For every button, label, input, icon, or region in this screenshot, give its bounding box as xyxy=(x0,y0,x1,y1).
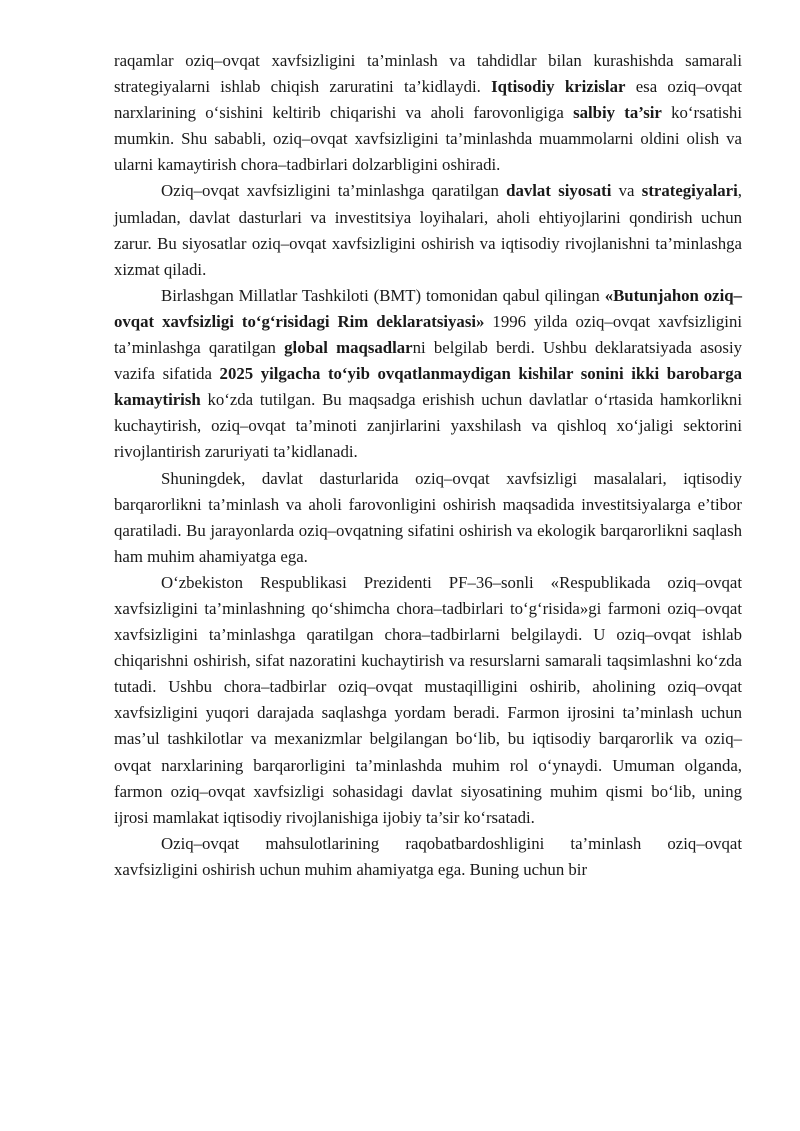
bold-text-run: davlat siyosati xyxy=(506,181,612,201)
text-run: 1996 yilda oziq–ovqat xavfsizligini ta’minlashga qaratilgan xyxy=(114,311,742,358)
paragraph-5 xyxy=(114,570,742,831)
text-run: esa oziq–ovqat narxlarining o‘sishini keltirib chiqarishi va aholi farovonligiga xyxy=(114,77,742,123)
text-run: O‘zbekiston Respublikasi Prezidenti PF–36–sonli «Respublikada oziq–ovqat xavfsizligini ta’minlashning qo‘shimcha chora–tadbirlari to‘g‘risida»gi farmoni oziq–ovqat xavfsizligini ta’minlashga qaratilgan chora–tadbirlarni belgilaydi. U oziq–ovqat ishlab chiqarishni oshirish, sifat nazoratini kuchaytirish va resurslarni samarali taqsimlashni ko‘zda tutadi. Ushbu chora–tadbirlar oziq–ovqat mustaqilligini oshirib, aholining oziq–ovqat xavfsizligini yuqori darajada saqlashga yordam beradi. Farmon ijrosini ta’minlash uchun mas’ul tashkilotlar va mexanizmlar belgilangan bo‘lib, bu iqtisodiy barqarorlik va oziq–ovqat narxlarining barqarorligini ta’minlashda muhim rol o‘ynaydi. Umuman olganda, farmon oziq–ovqat xavfsizligi sohasidagi davlat siyosatining muhim qismi bo‘lib, uning ijrosi mamlakat iqtisodiy rivojlanishiga ijobiy ta’sir ko‘rsatadi. xyxy=(114,572,742,827)
text-run: Oziq–ovqat mahsulotlarining raqobatbardoshligini ta’minlash oziq–ovqat xavfsizligini oshirish uchun muhim ahamiyatga ega. Buning uchun bir xyxy=(114,833,742,879)
bold-text-run: Iqtisodiy krizislar xyxy=(491,77,626,97)
text-run: ko‘rsatishi mumkin. Shu sababli, oziq–ovqat xavfsizligini ta’minlashda muammolarni oldini olish va ularni kamaytirish chora–tadbirlari dolzarbligini oshiradi. xyxy=(114,103,742,175)
text-run: Birlashgan Millatlar Tashkiloti (BMT) tomonidan qabul qilingan xyxy=(161,285,605,305)
text-run: ko‘zda tutilgan. Bu maqsadga erishish uchun davlatlar o‘rtasida hamkorlikni kuchaytirish, oziq–ovqat ta’minoti zanjirlarini yaxshilash va qishloq xo‘jaligi sektorini rivojlantirish zaruriyati ta’kidlanadi. xyxy=(114,390,742,462)
bold-text-run: «Butunjahon oziq–ovqat xavfsizligi to‘g‘risidagi Rim deklaratsiyasi» xyxy=(114,285,742,331)
bold-text-run: salbiy ta’sir xyxy=(573,103,662,123)
bold-text-run: global maqsadlar xyxy=(284,338,413,358)
paragraph-6 xyxy=(114,831,742,883)
paragraph-1 xyxy=(114,48,742,178)
paragraph-3 xyxy=(114,283,742,466)
bold-text-run: 2025 yilgacha to‘yib ovqatlanmaydigan kishilar sonini ikki barobarga kamaytirish xyxy=(114,364,742,410)
text-run: , jumladan, davlat dasturlari va investitsiya loyihalari, aholi ehtiyojlarini qondirish uchun zarur. Bu siyosatlar oziq–ovqat xavfsizligini oshirish va iqtisodiy rivojlanishni ta’minlashga xizmat qiladi. xyxy=(114,181,742,279)
text-run: Shuningdek, davlat dasturlarida oziq–ovqat xavfsizligi masalalari, iqtisodiy barqarorlikni ta’minlash va aholi farovonligini oshirish maqsadida investitsiyalarga e’tibor qaratiladi. Bu jarayonlarda oziq–ovqatning sifatini oshirish va ekologik barqarorlikni saqlash ham muhim ahamiyatga ega. xyxy=(114,468,742,566)
text-run: Oziq–ovqat xavfsizligini ta’minlashga qaratilgan xyxy=(161,181,507,201)
text-run: ni belgilab berdi. Ushbu deklaratsiyada asosiy vazifa sifatida xyxy=(114,338,743,384)
paragraph-4 xyxy=(114,466,742,570)
text-run: raqamlar oziq–ovqat xavfsizligini ta’minlash va tahdidlar bilan kurashishda samarali strategiyalarni ishlab chiqish zaruratini ta’kidlaydi. xyxy=(114,51,742,97)
paragraph-2 xyxy=(114,178,742,282)
text-run: va xyxy=(611,181,642,201)
bold-text-run: strategiyalari xyxy=(641,181,738,201)
document-page xyxy=(114,48,742,883)
